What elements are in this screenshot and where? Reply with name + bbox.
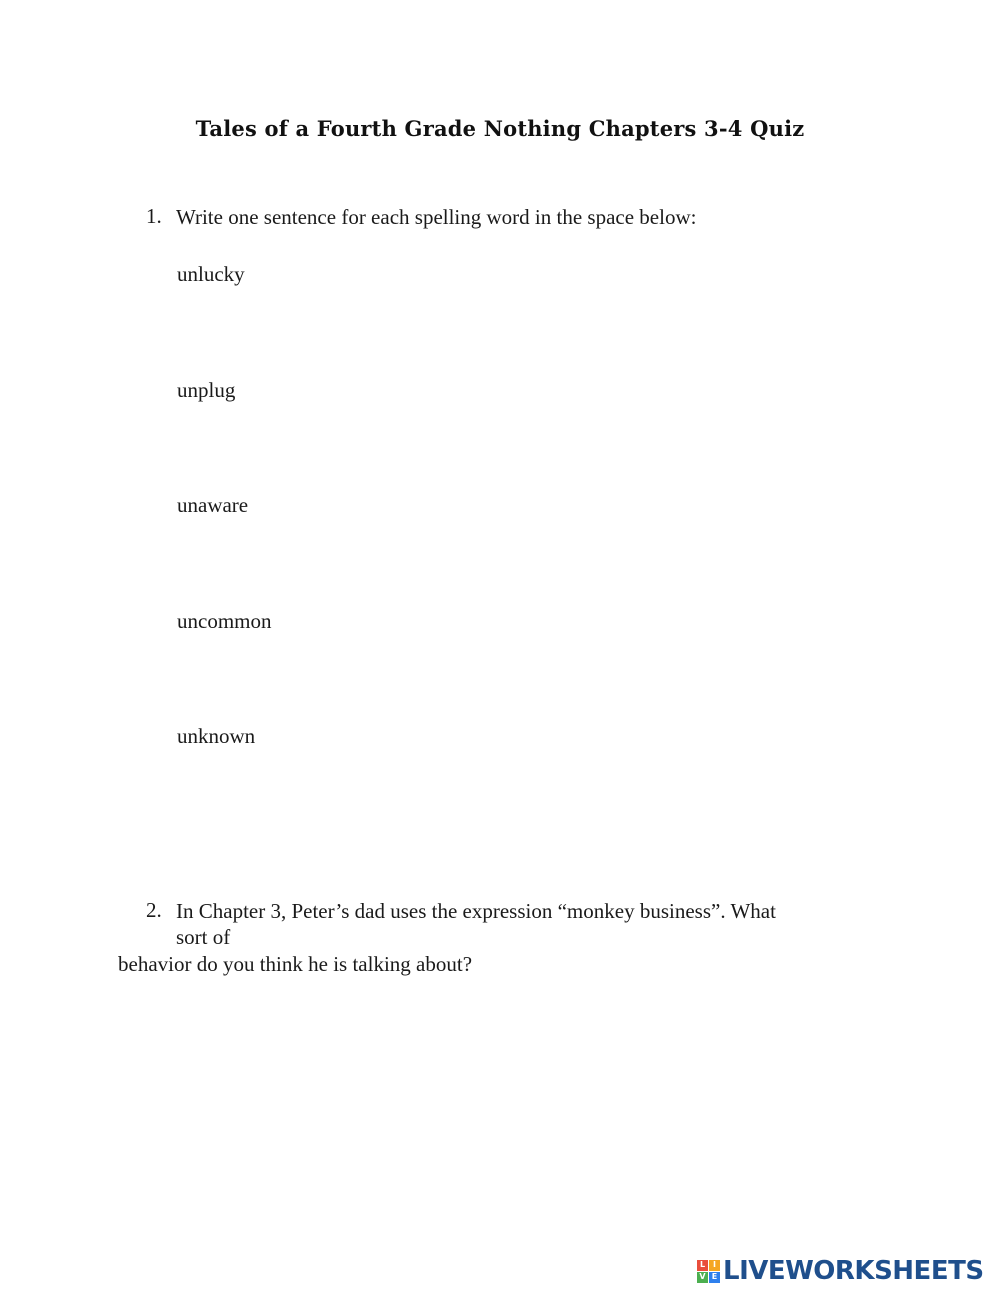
page-title: Tales of a Fourth Grade Nothing Chapters 3-4 Quiz — [195, 116, 805, 141]
spelling-word-uncommon: uncommon — [177, 609, 272, 633]
logo-blocks-icon — [697, 1260, 720, 1283]
spelling-word-unplug: unplug — [177, 378, 236, 402]
logo-block-i: I — [709, 1260, 720, 1271]
spelling-word-unaware: unaware — [177, 493, 249, 517]
spelling-word-unknown: unknown — [177, 724, 256, 748]
question-1-text: Write one sentence for each spelling word in the space below: — [176, 205, 697, 229]
spelling-word-unlucky: unlucky — [177, 262, 245, 286]
logo-block-e: E — [709, 1272, 720, 1283]
question-2-line-2: sort of — [176, 925, 231, 949]
question-1-number: 1. — [146, 204, 162, 228]
liveworksheets-logo — [697, 1256, 984, 1286]
question-2-line-1: In Chapter 3, Peter’s dad uses the expression “monkey business”. What — [176, 899, 776, 923]
logo-block-v: V — [697, 1272, 708, 1283]
logo-block-l: L — [697, 1260, 708, 1271]
question-2-line-3: behavior do you think he is talking about? — [118, 952, 473, 976]
logo-text: LIVEWORKSHEETS — [723, 1256, 984, 1286]
question-2-number: 2. — [146, 898, 162, 922]
